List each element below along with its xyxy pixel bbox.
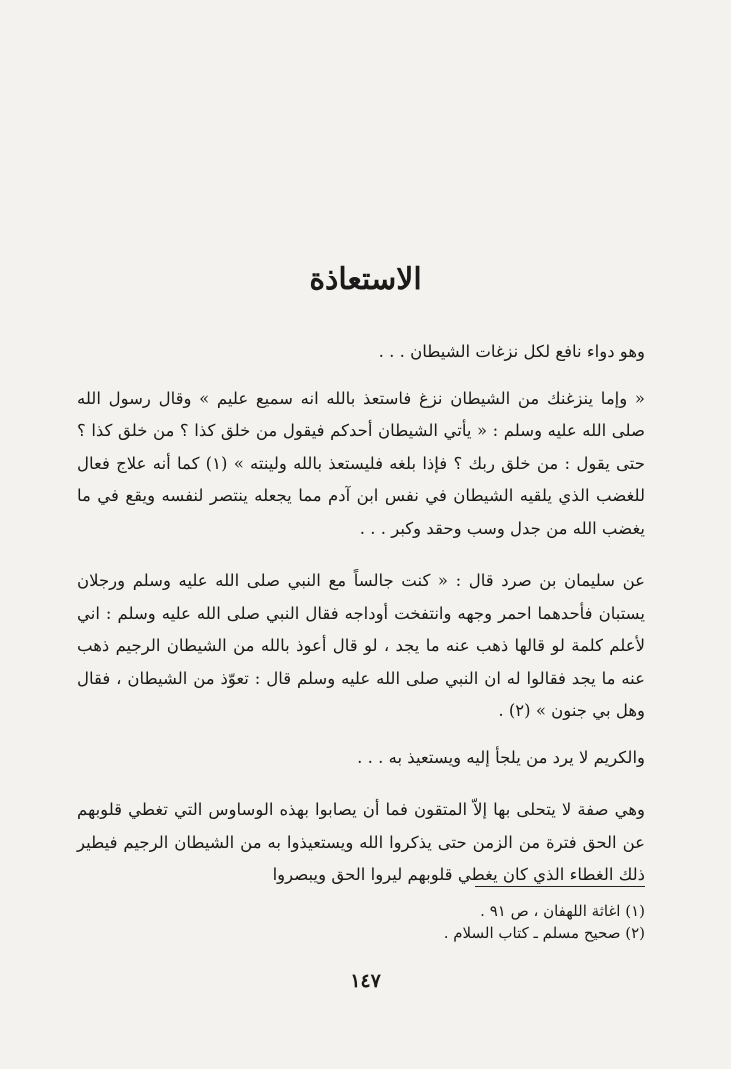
paragraph: وهي صفة لا يتحلى بها إلاّ المتقون فما أن يصابوا بهذه الوساوس التي تغطي قلوبهم عن الحق فترة من الزمن حتى يذكروا الله ويستعيذوا به من الشيطان الرجيم فيطير ذلك الغطاء الذي كان يغطي قلوبهم ليروا الحق ويبصروا (77, 800, 645, 884)
footnote: (٢) صحيح مسلم ـ كتاب السلام . (443, 924, 645, 942)
paragraph: « وإما ينزغنك من الشيطان نزغ فاستعذ بالله انه سميع عليم » وقال رسول الله صلى الله عليه وسلم : « يأتي الشيطان أحدكم فيقول من خلق كذا ؟ من خلق كذا ؟ حتى يقول : من خلق ربك ؟ فإذا بلغه فليستعذ بالله ولينته » (١) كما أنه علاج فعال للغضب الذي يلقيه الشيطان في نفس ابن آدم مما يجعله ينتصر لنفسه ويقع في ما يغضب الله من جدل وسب وحقد وكبر . . . (77, 388, 645, 538)
paragraph: وهو دواء نافع لكل نزغات الشيطان . . . (378, 342, 645, 361)
footnote: (١) اغاثة اللهفان ، ص ٩١ . (480, 902, 645, 920)
paragraph: عن سليمان بن صرد قال : « كنت جالساً مع النبي صلى الله عليه وسلم ورجلان يستبان فأحدهما احمر وجهه وانتفخت أوداجه فقال النبي صلى الله عليه وسلم : اني لأعلم كلمة لو قالها ذهب عنه ما يجد ، لو قال أعوذ بالله من الشيطان الرجيم ذهب عنه ما يجد فقالوا له ان النبي صلى الله عليه وسلم قال : تعوّذ من الشيطان ، فقال وهل بي جنون » (٢) . (77, 571, 645, 720)
footnotes (77, 900, 645, 944)
page-title: الاستعاذة (309, 262, 422, 297)
paragraph: والكريم لا يرد من يلجأ إليه ويستعيذ به . . . (357, 747, 645, 767)
footnote-divider (475, 886, 645, 887)
page-number: ١٤٧ (350, 970, 381, 992)
body-text (77, 336, 645, 892)
